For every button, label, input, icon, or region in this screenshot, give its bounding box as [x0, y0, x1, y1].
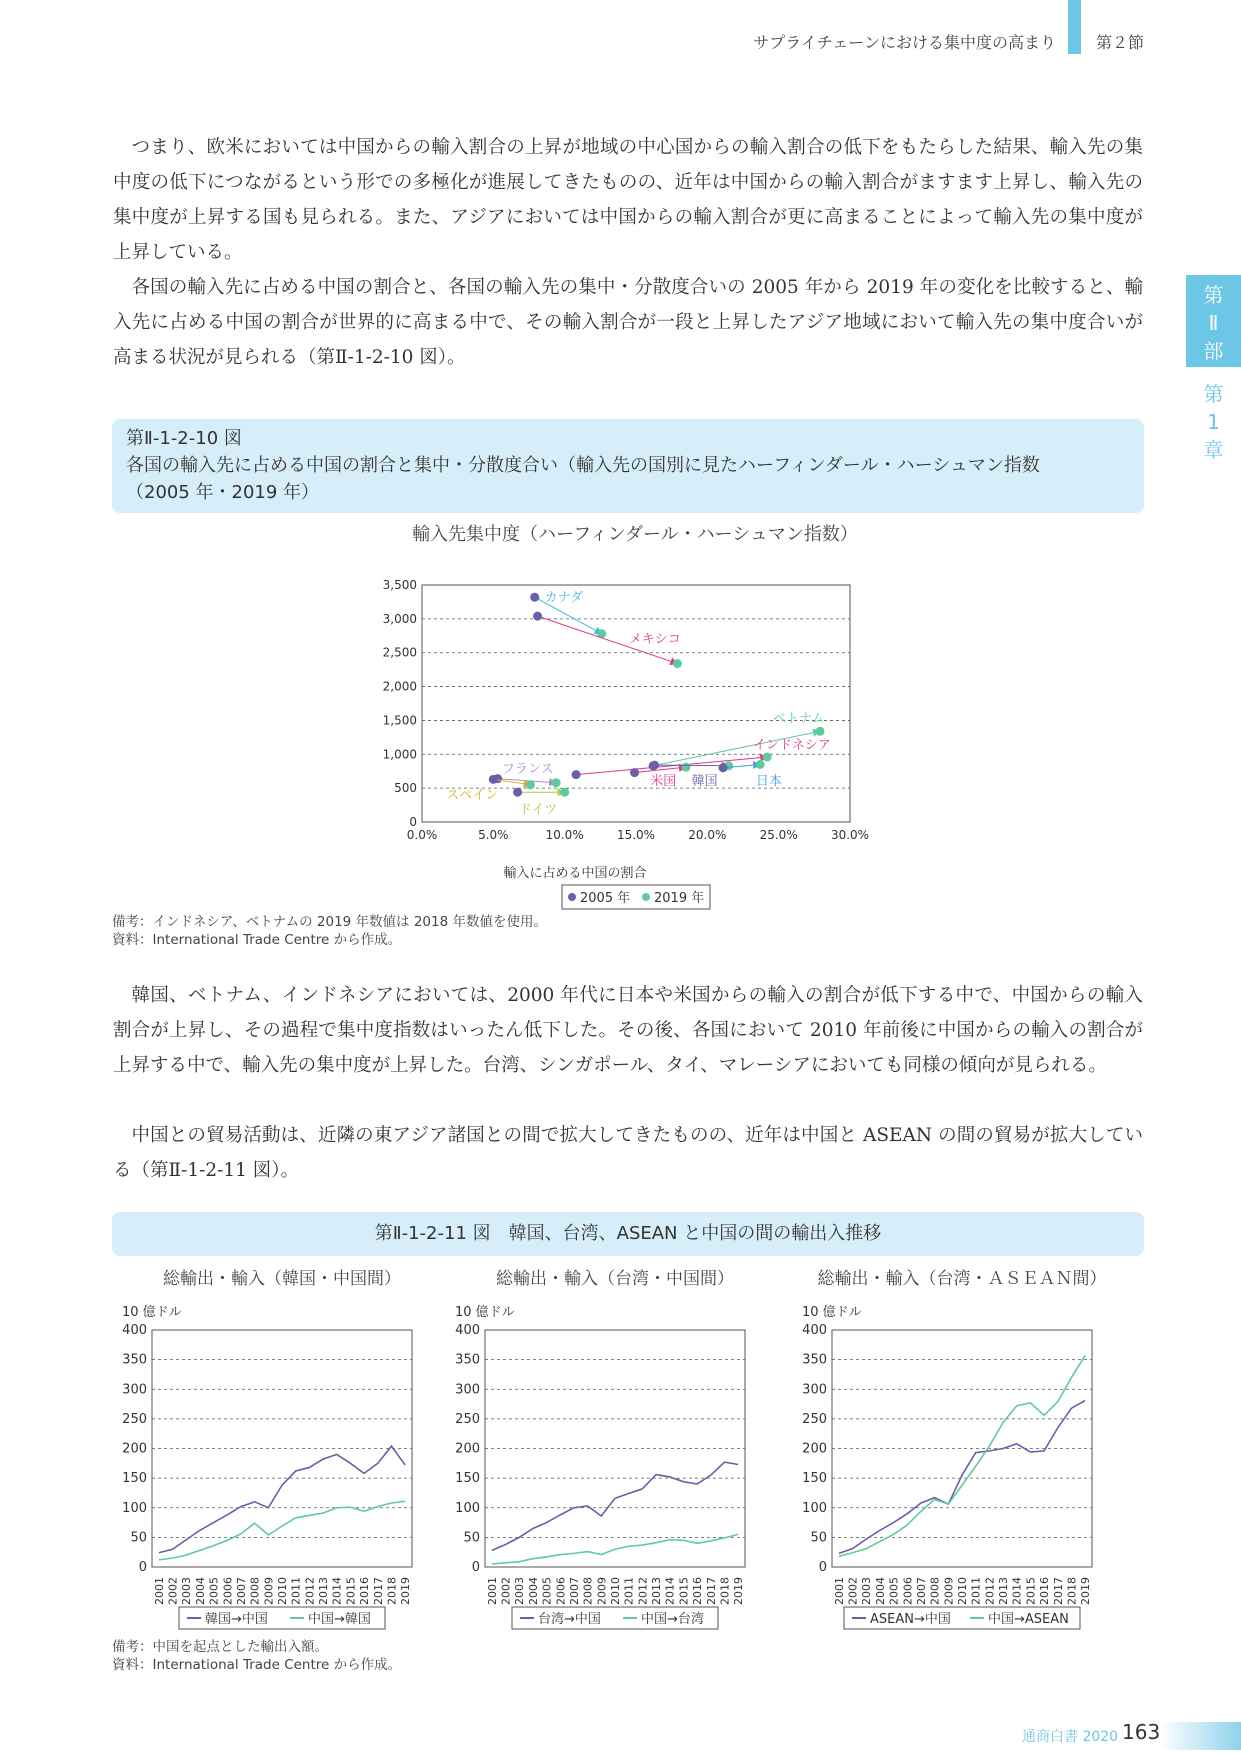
x-tick-label: 2006	[221, 1577, 235, 1605]
x-tick-label: 2018	[718, 1577, 732, 1605]
x-tick-label: 2006	[554, 1577, 568, 1605]
legend-label: 中国→韓国	[308, 1612, 371, 1627]
y-tick-label: 150	[455, 1471, 480, 1487]
x-tick-label: 2001	[152, 1577, 166, 1605]
country-label: 日本	[755, 774, 782, 790]
x-tick-label: 2003	[860, 1577, 874, 1605]
x-tick-label: 2002	[499, 1577, 513, 1605]
y-tick-label: 200	[455, 1441, 480, 1457]
x-tick-label: 2016	[1038, 1577, 1052, 1605]
point-2019	[673, 659, 682, 668]
x-tick-label: 2017	[371, 1577, 385, 1605]
x-tick-label: 2010	[956, 1577, 969, 1605]
country-label: カナダ	[544, 590, 584, 606]
x-tick-label: 10.0%	[545, 828, 584, 842]
figure-1-number: 第Ⅱ-1-2-10 図	[126, 428, 242, 449]
x-tick-label: 2014	[663, 1577, 677, 1605]
country-label: インドネシア	[752, 738, 831, 754]
paragraph-2: 各国の輸入先に占める中国の割合と、各国の輸入先の集中・分散度合いの 2005 年から 2019 年の変化を比較すると、輸入先に占める中国の割合が世界的に高まる中で、その輸入割合が一段と上昇したアジア地域において輸入先の集中度合いが高まる状況が見られる（第Ⅱ-1-2-10 図）。	[113, 277, 1143, 368]
x-tick-label: 2005	[207, 1577, 221, 1605]
x-tick-label: 2013	[650, 1577, 664, 1605]
x-tick-label: 2009	[942, 1577, 956, 1605]
x-tick-label: 2002	[846, 1577, 860, 1605]
x-axis-label: 輸入に占める中国の割合	[503, 866, 647, 881]
paragraph-3: 韓国、ベトナム、インドネシアにおいては、2000 年代に日本や米国からの輸入の割合が低下する中で、中国からの輸入割合が上昇し、その過程で集中度指数はいったん低下した。その後、各国において 2010 年前後に中国からの輸入の割合が上昇する中で、輸入先の集中度が上昇した。台湾、シンガポール、タイ、マレーシアにおいても同様の傾向が見られる。	[113, 985, 1143, 1076]
footer-book-title: 通商白書 2020	[1022, 1729, 1119, 1745]
point-2019	[552, 778, 561, 787]
y-axis-unit: 10 億ドル	[122, 1305, 182, 1320]
y-tick-label: 0	[409, 815, 417, 829]
y-tick-label: 350	[455, 1352, 480, 1368]
x-tick-label: 15.0%	[616, 828, 656, 842]
side-chapter-char: 1	[1207, 410, 1220, 434]
x-tick-label: 2015	[344, 1577, 358, 1605]
series-line	[839, 1355, 1085, 1556]
x-tick-label: 2011	[622, 1577, 636, 1605]
y-tick-label: 50	[130, 1530, 147, 1546]
x-tick-label: 2017	[1051, 1577, 1065, 1605]
x-tick-label: 2012	[303, 1577, 317, 1605]
country-label: ドイツ	[519, 802, 558, 818]
y-tick-label: 250	[455, 1411, 480, 1427]
y-tick-label: 150	[802, 1471, 827, 1487]
point-2005	[572, 770, 581, 779]
x-tick-label: 2003	[513, 1577, 527, 1605]
x-tick-label: 2013	[997, 1577, 1011, 1605]
side-chapter-char: 第	[1203, 382, 1224, 406]
country-label: メキシコ	[628, 631, 681, 647]
x-tick-label: 5.0%	[478, 828, 509, 842]
line-chart-korea-china	[112, 1262, 442, 1632]
legend-label: 中国→台湾	[641, 1612, 704, 1627]
point-2019	[560, 788, 569, 797]
x-tick-label: 2004	[873, 1577, 887, 1605]
figure-2-source: 資料：International Trade Centre から作成。	[112, 1657, 402, 1673]
x-tick-label: 2010	[609, 1577, 622, 1605]
x-tick-label: 2004	[526, 1577, 540, 1605]
y-tick-label: 50	[810, 1530, 827, 1546]
scatter-title: 輸入先集中度（ハーフィンダール・ハーシュマン指数）	[412, 524, 858, 545]
x-tick-label: 2014	[330, 1577, 344, 1605]
x-tick-label: 25.0%	[759, 828, 798, 842]
x-tick-label: 2015	[1024, 1577, 1038, 1605]
trend-arrow	[655, 765, 729, 766]
scatter-chart	[0, 515, 1241, 915]
side-part-char: 部	[1203, 339, 1224, 363]
legend-marker	[642, 893, 650, 901]
x-tick-label: 2001	[485, 1577, 499, 1605]
x-tick-label: 2005	[887, 1577, 901, 1605]
legend-marker	[568, 893, 576, 901]
series-line	[839, 1401, 1085, 1554]
legend-label: 台湾→中国	[538, 1612, 601, 1627]
x-tick-label: 2019	[732, 1577, 746, 1605]
figure-1-source: 資料：International Trade Centre から作成。	[112, 932, 402, 948]
country-label: 米国	[650, 774, 677, 790]
plot-frame	[422, 585, 850, 822]
point-2019	[681, 763, 690, 772]
y-tick-label: 350	[802, 1352, 827, 1368]
side-part-char: Ⅱ	[1208, 311, 1219, 335]
page-number: 163	[1122, 1720, 1161, 1744]
point-2005	[530, 593, 539, 602]
x-tick-label: 2019	[399, 1577, 413, 1605]
country-label: スペイン	[446, 788, 499, 804]
paragraph-1: つまり、欧米においては中国からの輸入割合の上昇が地域の中心国からの輸入割合の低下をもたらした結果、輸入先の集中度の低下につながるという形での多極化が進展してきたものの、近年は中国からの輸入割合がますます上昇し、輸入先の集中度が上昇する国も見られる。また、アジアにおいては中国からの輸入割合が更に高まることによって輸入先の集中度が上昇している。	[113, 137, 1143, 263]
x-tick-label: 2019	[1079, 1577, 1093, 1605]
x-tick-label: 20.0%	[688, 828, 727, 842]
y-tick-label: 2,000	[382, 679, 417, 694]
y-tick-label: 100	[455, 1500, 480, 1516]
y-tick-label: 200	[122, 1441, 147, 1457]
x-tick-label: 2010	[276, 1577, 289, 1605]
header-accent-bar	[1068, 0, 1081, 54]
y-tick-label: 300	[802, 1382, 827, 1398]
side-tab-part	[1186, 275, 1241, 367]
point-2019	[756, 760, 765, 769]
country-label: 韓国	[691, 774, 718, 790]
x-tick-label: 2009	[595, 1577, 609, 1605]
point-2019	[763, 752, 772, 761]
x-tick-label: 2007	[234, 1577, 248, 1605]
y-tick-label: 300	[122, 1382, 147, 1398]
x-tick-label: 2008	[581, 1577, 595, 1605]
x-tick-label: 2018	[385, 1577, 399, 1605]
x-tick-label: 0.0%	[406, 828, 438, 842]
point-2005	[533, 612, 542, 621]
x-tick-label: 2005	[540, 1577, 554, 1605]
figure-1-caption	[112, 419, 1144, 513]
y-tick-label: 100	[122, 1500, 147, 1516]
x-tick-label: 2006	[901, 1577, 915, 1605]
x-tick-label: 2007	[567, 1577, 581, 1605]
point-2019	[816, 727, 825, 736]
y-tick-label: 3,500	[382, 578, 417, 592]
line-chart-title: 総輸出・輸入（台湾・ＡＳＥＡＮ間）	[817, 1269, 1107, 1289]
x-tick-label: 2016	[358, 1577, 372, 1605]
legend-label: 2005 年	[580, 891, 631, 906]
line-chart-taiwan-china	[445, 1262, 775, 1632]
y-tick-label: 150	[122, 1471, 147, 1487]
series-line	[159, 1446, 405, 1553]
paragraph-4: 中国との貿易活動は、近隣の東アジア諸国との間で拡大してきたものの、近年は中国と ASEAN の間の貿易が拡大している（第Ⅱ-1-2-11 図）。	[113, 1125, 1143, 1181]
legend-label: 韓国→中国	[205, 1612, 268, 1627]
y-tick-label: 400	[802, 1323, 827, 1338]
y-tick-label: 0	[818, 1560, 827, 1575]
series-line	[492, 1534, 738, 1564]
point-2005	[719, 763, 728, 772]
legend-label: 中国→ASEAN	[988, 1612, 1069, 1627]
x-tick-label: 2009	[262, 1577, 276, 1605]
y-tick-label: 100	[802, 1500, 827, 1516]
side-part-char: 第	[1203, 283, 1224, 307]
country-label: ベトナム	[772, 711, 825, 727]
x-tick-label: 2018	[1065, 1577, 1079, 1605]
y-tick-label: 500	[394, 781, 417, 796]
y-tick-label: 200	[802, 1441, 827, 1457]
y-tick-label: 1,000	[382, 747, 417, 762]
x-tick-label: 2016	[691, 1577, 705, 1605]
y-tick-label: 50	[463, 1530, 480, 1546]
x-tick-label: 2004	[193, 1577, 207, 1605]
x-tick-label: 2001	[832, 1577, 846, 1605]
x-tick-label: 2011	[969, 1577, 983, 1605]
running-header-section: 第２節	[1096, 33, 1145, 52]
country-label: フランス	[501, 761, 554, 777]
x-tick-label: 30.0%	[830, 828, 870, 842]
point-2005	[650, 761, 659, 770]
x-tick-label: 2002	[166, 1577, 180, 1605]
legend-label: 2019 年	[654, 891, 705, 906]
y-tick-label: 0	[138, 1560, 147, 1575]
x-tick-label: 2014	[1010, 1577, 1024, 1605]
y-tick-label: 250	[122, 1411, 147, 1427]
trend-arrow	[576, 757, 767, 775]
figure-2-caption: 第Ⅱ-1-2-11 図 韓国、台湾、ASEAN と中国の間の輸出入推移	[112, 1212, 1144, 1256]
figure-1-title: 各国の輸入先に占める中国の割合と集中・分散度合い（輸入先の国別に見たハーフィンダール・ハーシュマン指数	[126, 455, 1040, 476]
running-header-title: サプライチェーンにおける集中度の高まり	[753, 33, 1056, 52]
x-tick-label: 2008	[928, 1577, 942, 1605]
x-tick-label: 2011	[289, 1577, 303, 1605]
trend-arrow	[635, 767, 686, 772]
y-tick-label: 1,500	[382, 713, 417, 728]
figure-1-note: 備考：インドネシア、ベトナムの 2019 年数値は 2018 年数値を使用。	[112, 914, 547, 930]
x-tick-label: 2017	[704, 1577, 718, 1605]
y-tick-label: 350	[122, 1352, 147, 1368]
x-tick-label: 2012	[636, 1577, 650, 1605]
side-chapter-char: 章	[1203, 438, 1224, 462]
point-2005	[513, 788, 522, 797]
y-axis-unit: 10 億ドル	[455, 1305, 515, 1320]
series-line	[159, 1501, 405, 1560]
y-tick-label: 250	[802, 1411, 827, 1427]
y-tick-label: 3,000	[382, 611, 417, 626]
x-tick-label: 2015	[677, 1577, 691, 1605]
figure-2-note: 備考：中国を起点とした輸出入額。	[112, 1639, 328, 1655]
line-chart-title: 総輸出・輸入（台湾・中国間）	[496, 1269, 734, 1289]
legend-label: ASEAN→中国	[870, 1612, 951, 1627]
y-tick-label: 400	[122, 1323, 147, 1338]
point-2005	[630, 768, 639, 777]
footer-accent-bar	[1160, 1722, 1241, 1750]
y-tick-label: 0	[471, 1560, 480, 1575]
line-chart-taiwan-asean	[792, 1262, 1122, 1632]
point-2005	[489, 775, 498, 784]
point-2019	[526, 780, 535, 789]
x-tick-label: 2013	[317, 1577, 331, 1605]
side-tab-chapter	[1186, 380, 1241, 464]
x-tick-label: 2008	[248, 1577, 262, 1605]
figure-1-title-years: （2005 年・2019 年）	[126, 482, 320, 503]
y-tick-label: 300	[455, 1382, 480, 1398]
x-tick-label: 2007	[914, 1577, 928, 1605]
y-axis-unit: 10 億ドル	[802, 1305, 862, 1320]
x-tick-label: 2003	[180, 1577, 194, 1605]
y-tick-label: 400	[455, 1323, 480, 1338]
line-chart-title: 総輸出・輸入（韓国・中国間）	[163, 1269, 401, 1289]
x-tick-label: 2012	[983, 1577, 997, 1605]
y-tick-label: 2,500	[382, 645, 417, 660]
